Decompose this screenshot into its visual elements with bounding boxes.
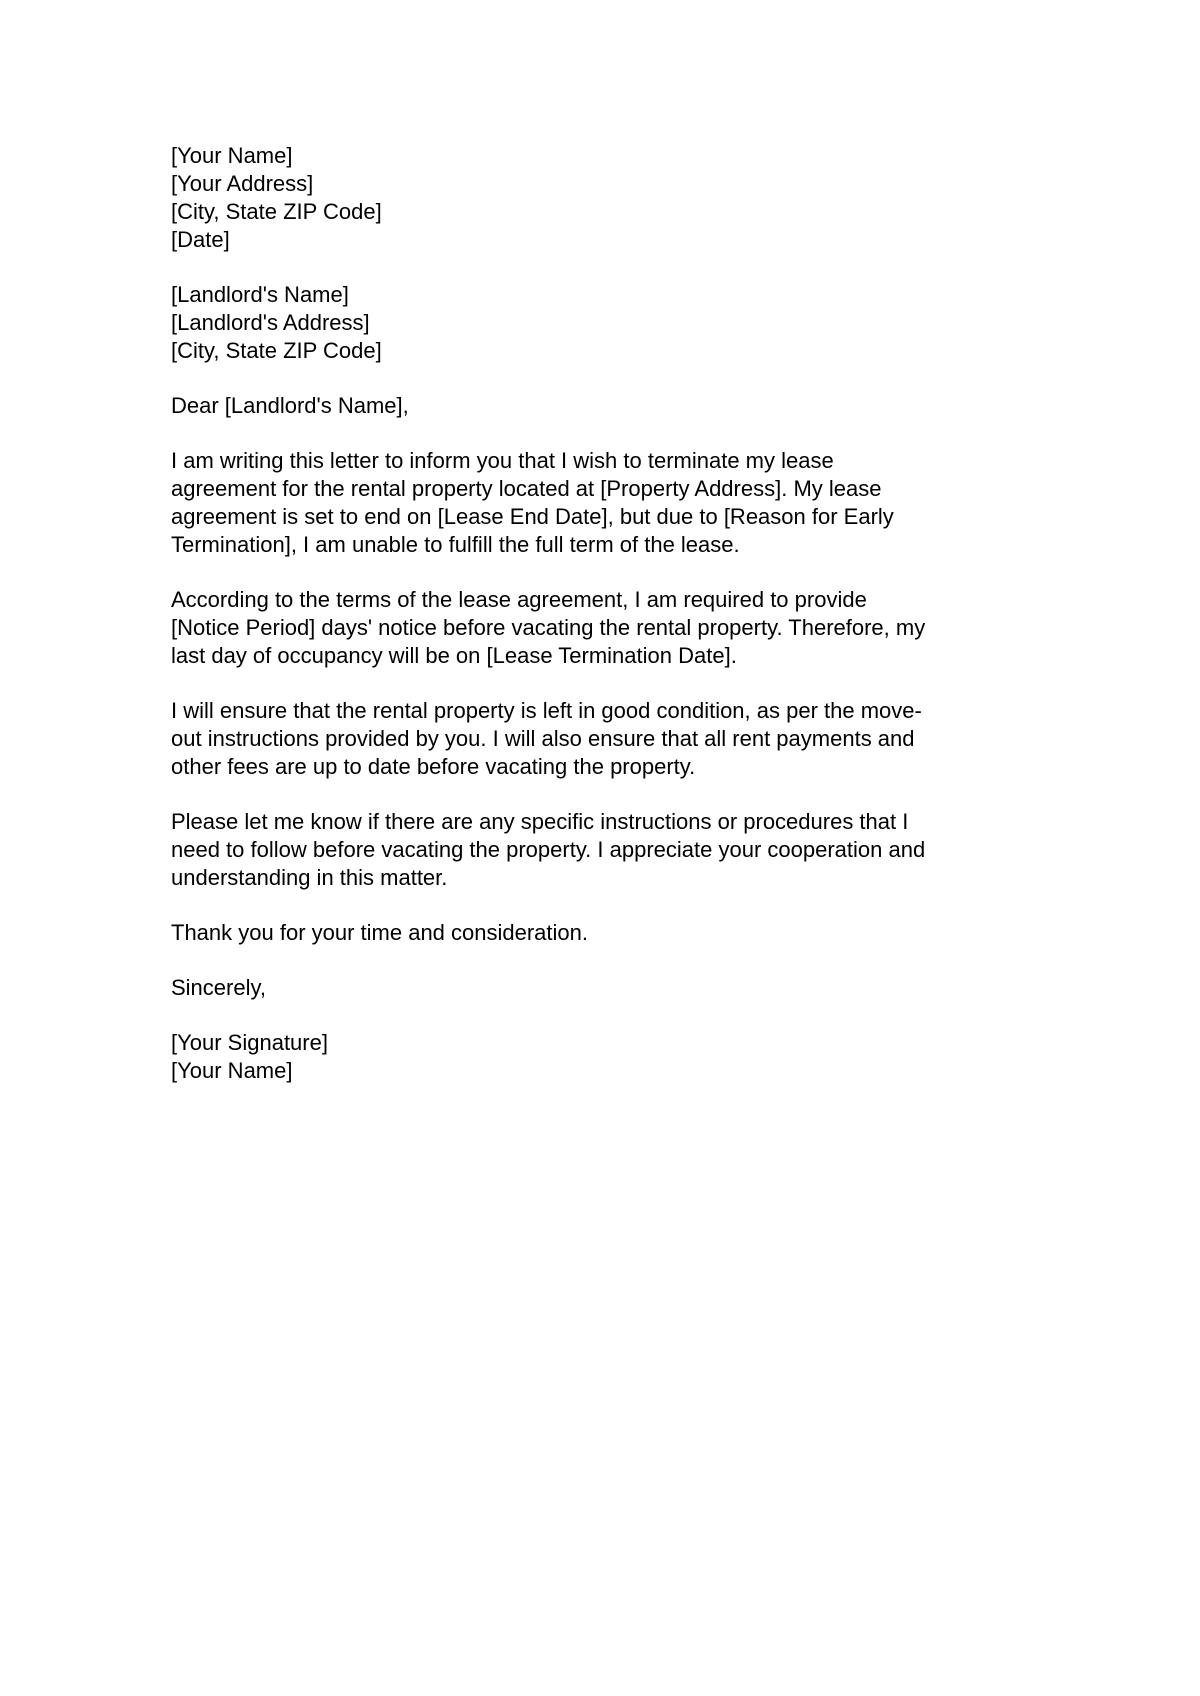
body-line: out instructions provided by you. I will also ensure that all rent payments and bbox=[171, 726, 915, 751]
recipient-city-state-zip: [City, State ZIP Code] bbox=[171, 338, 382, 363]
recipient-block bbox=[171, 281, 1041, 365]
signature-name: [Your Name] bbox=[171, 1058, 293, 1083]
body-line: agreement is set to end on [Lease End Date], but due to [Reason for Early bbox=[171, 504, 894, 529]
body-line: Thank you for your time and consideration. bbox=[171, 920, 589, 945]
body-paragraph-1 bbox=[171, 447, 1041, 559]
body-line: Termination], I am unable to fulfill the full term of the lease. bbox=[171, 532, 740, 557]
body-line: I will ensure that the rental property is left in good condition, as per the move- bbox=[171, 698, 922, 723]
body-paragraph-4 bbox=[171, 808, 1041, 892]
letter-date: [Date] bbox=[171, 227, 230, 252]
body-paragraph-3 bbox=[171, 697, 1041, 781]
body-line: I am writing this letter to inform you that I wish to terminate my lease bbox=[171, 448, 834, 473]
body-line: According to the terms of the lease agreement, I am required to provide bbox=[171, 587, 867, 612]
sender-block bbox=[171, 142, 1041, 254]
recipient-name: [Landlord's Name] bbox=[171, 282, 349, 307]
sender-name: [Your Name] bbox=[171, 143, 293, 168]
body-line: need to follow before vacating the property. I appreciate your cooperation and bbox=[171, 837, 926, 862]
signature-placeholder: [Your Signature] bbox=[171, 1030, 328, 1055]
body-paragraph-2 bbox=[171, 586, 1041, 670]
salutation: Dear [Landlord's Name], bbox=[171, 393, 409, 418]
body-line: other fees are up to date before vacating the property. bbox=[171, 754, 696, 779]
body-paragraph-5 bbox=[171, 919, 1041, 947]
sender-address: [Your Address] bbox=[171, 171, 314, 196]
sender-city-state-zip: [City, State ZIP Code] bbox=[171, 199, 382, 224]
body-line: Please let me know if there are any specific instructions or procedures that I bbox=[171, 809, 909, 834]
body-line: understanding in this matter. bbox=[171, 865, 448, 890]
letter-page bbox=[171, 142, 1041, 1112]
body-line: [Notice Period] days' notice before vacating the rental property. Therefore, my bbox=[171, 615, 926, 640]
closing: Sincerely, bbox=[171, 975, 266, 1000]
body-line: last day of occupancy will be on [Lease Termination Date]. bbox=[171, 643, 737, 668]
body-line: agreement for the rental property located at [Property Address]. My lease bbox=[171, 476, 882, 501]
letter-body bbox=[171, 447, 1041, 947]
signature-block bbox=[171, 1029, 1041, 1085]
recipient-address: [Landlord's Address] bbox=[171, 310, 370, 335]
